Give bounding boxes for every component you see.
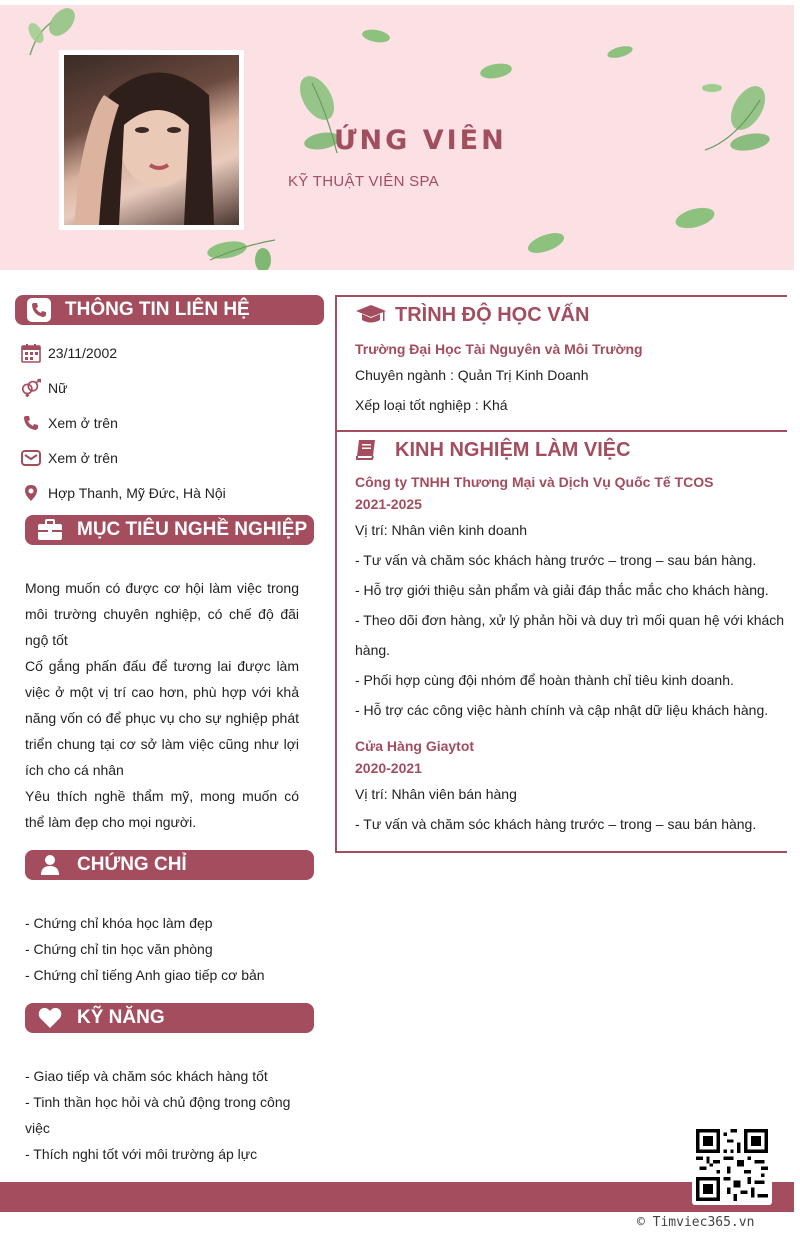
heart-icon: [37, 1005, 63, 1031]
candidate-job-title: KỸ THUẬT VIÊN SPA: [288, 173, 439, 190]
address-value: Hợp Thanh, Mỹ Đức, Hà Nội: [48, 485, 226, 501]
list-item: - Chứng chỉ tiếng Anh giao tiếp cơ bản: [25, 967, 265, 983]
section-title-label: MỤC TIÊU NGHỀ NGHIỆP: [77, 519, 308, 540]
list-item: - Thích nghi tốt với môi trường áp lực: [25, 1146, 258, 1162]
list-item: - Giao tiếp và chăm sóc khách hàng tốt: [25, 1068, 268, 1084]
candidate-name: ỨNG VIÊN: [334, 125, 507, 156]
profile-photo-frame: [59, 50, 244, 230]
contact-phone: [20, 412, 118, 434]
job-position: Vị trí: Nhân viên kinh doanh: [355, 522, 527, 538]
certificates-list: [25, 910, 299, 988]
job-duty: - Tư vấn và chăm sóc khách hàng trước – trong – sau bán hàng.: [355, 816, 757, 832]
phone-value: Xem ở trên: [48, 415, 118, 431]
section-title-label: CHỨNG CHỈ: [77, 854, 187, 875]
job-duty: - Phối hợp cùng đội nhóm để hoàn thành chỉ tiêu kinh doanh.: [355, 672, 734, 688]
list-item: - Chứng chỉ khóa học làm đẹp: [25, 915, 213, 931]
footer-credit: © Timviec365.vn: [637, 1215, 755, 1230]
email-value: Xem ở trên: [48, 450, 118, 466]
job-period: 2021-2025: [355, 496, 422, 512]
objective-paragraph: Cố gắng phấn đấu để tương lai được làm việc ở một vị trí cao hơn, phù hợp với khả năng vốn có để phục vụ cho sự nghiệp phát triển chung tại cơ sở làm việc cũng như lợi ích cho cá nhân: [25, 658, 299, 778]
section-title-certificates: [25, 850, 314, 880]
list-item: - Tinh thần học hỏi và chủ động trong công việc: [25, 1094, 291, 1136]
section-title-label: KINH NGHIỆM LÀM VIỆC: [395, 438, 631, 461]
gender-value: Nữ: [48, 380, 68, 396]
job-duty: - Theo dõi đơn hàng, xử lý phản hồi và duy trì mối quan hệ với khách hàng.: [355, 612, 785, 658]
leaf-decoration: [524, 230, 568, 256]
education-section: [335, 295, 787, 432]
calendar-icon: [20, 343, 42, 363]
book-icon: [355, 439, 387, 461]
envelope-icon: [20, 449, 42, 467]
contact-email: [20, 447, 118, 469]
footer-bar: [0, 1182, 794, 1212]
experience-section: [335, 430, 787, 853]
job-period: 2020-2021: [355, 760, 422, 776]
profile-photo: [64, 55, 239, 225]
section-title-label: TRÌNH ĐỘ HỌC VẤN: [395, 303, 590, 326]
briefcase-icon: [37, 517, 63, 543]
contact-address: [20, 482, 226, 504]
contact-birthday: [20, 342, 117, 364]
birthday-value: 23/11/2002: [48, 345, 118, 361]
job-company: Cửa Hàng Giaytot: [355, 738, 475, 754]
list-item: - Chứng chỉ tin học văn phòng: [25, 941, 213, 957]
education-major: Chuyên ngành : Quản Trị Kinh Doanh: [355, 367, 589, 383]
job-position: Vị trí: Nhân viên bán hàng: [355, 786, 517, 802]
job-duty: - Hỗ trợ giới thiệu sản phẩm và giải đáp thắc mắc cho khách hàng.: [355, 582, 769, 598]
job-duty: - Hỗ trợ các công việc hành chính và cập nhật dữ liệu khách hàng.: [355, 702, 769, 718]
section-title-objective: [25, 515, 314, 545]
section-title-skills: [25, 1003, 314, 1033]
leaf-decoration: [672, 205, 718, 231]
leaf-decoration: [700, 80, 780, 155]
user-icon: [37, 852, 63, 878]
leaf-decoration: [205, 230, 280, 270]
education-grade: Xếp loại tốt nghiệp : Khá: [355, 397, 508, 413]
section-title-education: [355, 299, 589, 331]
section-title-label: KỸ NĂNG: [77, 1007, 165, 1028]
leaf-decoration: [360, 27, 392, 45]
job-company: Công ty TNHH Thương Mại và Dịch Vụ Quốc Tế TCOS: [355, 474, 714, 490]
phone-icon: [27, 298, 51, 322]
objective-paragraph: Yêu thích nghề thẩm mỹ, mong muốn có thể làm đẹp cho mọi người.: [25, 788, 299, 830]
gender-icon: [20, 378, 42, 398]
education-school: Trường Đại Học Tài Nguyên và Môi Trường: [355, 341, 643, 357]
qr-code[interactable]: [692, 1125, 772, 1205]
cv-header: [0, 5, 794, 270]
graduation-cap-icon: [355, 304, 387, 326]
section-title-experience: [355, 434, 631, 466]
phone-icon: [20, 415, 42, 431]
objective-paragraph: Mong muốn có được cơ hội làm việc trong môi trường chuyên nghiệp, có chế độ đãi ngộ tốt: [25, 580, 299, 648]
leaf-decoration: [478, 60, 514, 82]
job-duty: - Tư vấn và chăm sóc khách hàng trước – trong – sau bán hàng.: [355, 552, 757, 568]
section-title-label: THÔNG TIN LIÊN HỆ: [65, 299, 250, 320]
section-title-contact: [15, 295, 324, 325]
skills-list: [25, 1063, 299, 1167]
map-pin-icon: [20, 484, 42, 502]
leaf-decoration: [605, 43, 635, 61]
contact-gender: [20, 377, 67, 399]
